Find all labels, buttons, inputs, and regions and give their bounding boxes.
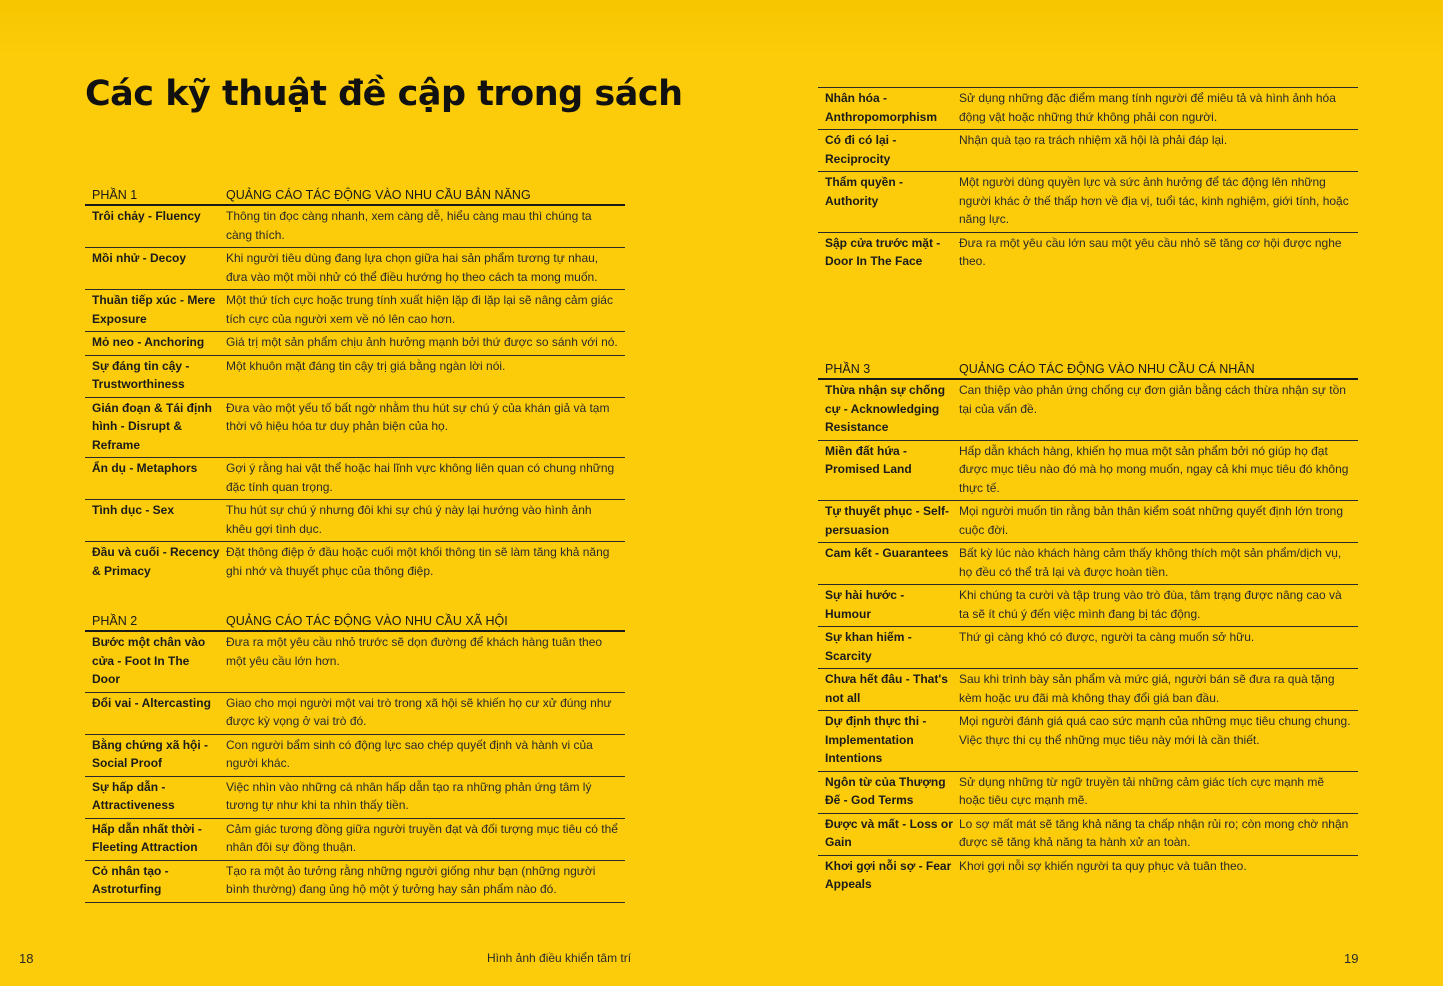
technique-term: Ngôn từ của Thượng Đế - God Terms	[825, 774, 946, 807]
technique-term: Được và mất - Loss or Gain	[825, 816, 953, 849]
left-page-number: 18	[19, 951, 34, 966]
technique-term: Sự hấp dẫn - Attractiveness	[92, 779, 175, 812]
part2-label: PHẦN 2	[92, 614, 138, 628]
technique-term: Sập cửa trước mặt - Door In The Face	[825, 235, 941, 268]
table-row	[818, 814, 1358, 856]
part3-heading: QUẢNG CÁO TÁC ĐỘNG VÀO NHU CẦU CÁ NHÂN	[959, 362, 1255, 376]
technique-description: Hấp dẫn khách hàng, khiến họ mua một sản phẩm bởi nó giúp họ đạt được mục tiêu nào đó mà họ mong muốn, ngay cả khi mục tiêu đó không thực tế.	[959, 443, 1349, 495]
technique-description: Con người bẩm sinh có động lực sao chép quyết định và hành vi của người khác.	[226, 737, 593, 770]
technique-description: Cảm giác tương đồng giữa người truyền đạt và đối tượng mục tiêu có thể nhân đôi sự đồng thuận.	[226, 821, 618, 854]
table-row	[85, 777, 625, 819]
table-row	[85, 632, 625, 693]
technique-description: Thu hút sự chú ý nhưng đôi khi sự chú ý này lại hướng vào hình ảnh khêu gợi tình dục.	[226, 503, 592, 536]
technique-description: Mọi người đánh giá quá cao sức mạnh của những mục tiêu chung chung. Việc thực thi cụ thể những mục tiêu này mới là cần thiết.	[959, 714, 1351, 747]
technique-term: Đổi vai - Altercasting	[92, 695, 211, 710]
technique-term: Sự khan hiếm - Scarcity	[825, 630, 912, 663]
technique-term: Thừa nhận sự chống cự - Acknowledging Resistance	[825, 383, 946, 434]
part2-header	[85, 610, 625, 632]
part3-header	[818, 358, 1358, 380]
part1-label: PHẦN 1	[92, 188, 138, 202]
technique-description: Đưa vào một yếu tố bất ngờ nhằm thu hút sự chú ý của khán giả và tạm thời vô hiệu hóa tư duy phản biện của họ.	[226, 400, 610, 433]
table-row	[818, 772, 1358, 814]
technique-description: Tạo ra một ảo tưởng rằng những người giống như bạn (những người bình thường) đang ủng hộ một ý tưởng hay sản phẩm nào đó.	[226, 863, 596, 896]
part2-rows	[85, 632, 625, 903]
technique-description: Nhận quà tạo ra trách nhiệm xã hội là phải đáp lại.	[959, 133, 1228, 147]
page-title: Các kỹ thuật đề cập trong sách	[85, 74, 683, 114]
part1-table	[85, 184, 625, 583]
technique-term: Miền đất hứa - Promised Land	[825, 443, 912, 476]
technique-description: Một người dùng quyền lực và sức ảnh hưởng để tác động lên những người khác ở thế thấp hơn về địa vị, tuổi tác, kinh nghiệm, giới tính, hoặc năng lực.	[959, 175, 1349, 226]
technique-term: Trôi chảy - Fluency	[92, 209, 201, 223]
table-row	[85, 248, 625, 290]
technique-term: Gián đoạn & Tái định hình - Disrupt & Reframe	[92, 400, 212, 452]
table-row	[85, 332, 625, 356]
part1-rows	[85, 206, 625, 583]
technique-description: Thứ gì càng khó có được, người ta càng muốn sở hữu.	[959, 630, 1255, 644]
table-row	[818, 543, 1358, 585]
table-row	[85, 735, 625, 777]
technique-term: Tự thuyết phục - Self-persuasion	[825, 504, 950, 537]
technique-term: Sự đáng tin cậy - Trustworthiness	[92, 358, 190, 391]
technique-description: Khi người tiêu dùng đang lựa chọn giữa hai sản phẩm tương tự nhau, đưa vào một mồi nhử có thể điều hướng họ theo cách ta mong muốn.	[226, 251, 599, 284]
technique-term: Nhân hóa - Anthropomorphism	[825, 91, 937, 124]
table-row	[818, 233, 1358, 274]
table-row	[85, 356, 625, 398]
right-page-number: 19	[1344, 951, 1359, 966]
technique-description: Sử dụng những đặc điểm mang tính người để miêu tả và hình ảnh hóa động vật hoặc những thứ không phải con người.	[959, 91, 1336, 124]
table-row	[85, 458, 625, 500]
technique-description: Sau khi trình bày sản phẩm và mức giá, người bán sẽ đưa ra quà tặng kèm hoặc ưu đãi mà không thay đổi giá ban đầu.	[959, 672, 1335, 705]
technique-term: Cỏ nhân tạo - Astroturfing	[92, 863, 169, 896]
technique-description: Khi chúng ta cười và tập trung vào trò đùa, tâm trạng được nâng cao và ta sẽ ít chú ý đến việc mình đang bị tác động.	[959, 588, 1342, 621]
part1-header	[85, 184, 625, 206]
table-row	[818, 669, 1358, 711]
table-row	[818, 380, 1358, 441]
technique-description: Đặt thông điệp ở đầu hoặc cuối một khối thông tin sẽ làm tăng khả năng ghi nhớ và thuyết phục của thông điệp.	[226, 545, 610, 578]
technique-description: Giao cho mọi người một vai trò trong xã hội sẽ khiến họ cư xử đúng như được kỳ vọng ở vai trò đó.	[226, 695, 612, 728]
technique-term: Cam kết - Guarantees	[825, 546, 949, 560]
part2-continued-table	[818, 87, 1358, 274]
technique-term: Dự định thực thi - Implementation Intentions	[825, 714, 927, 765]
technique-term: Sự hài hước - Humour	[825, 588, 905, 621]
technique-term: Thuần tiếp xúc - Mere Exposure	[92, 293, 216, 326]
technique-term: Khơi gợi nỗi sợ - Fear Appeals	[825, 858, 952, 891]
technique-term: Bằng chứng xã hội - Social Proof	[92, 737, 209, 770]
table-row	[85, 542, 625, 583]
table-row	[85, 861, 625, 902]
table-row	[818, 130, 1358, 172]
table-row	[818, 856, 1358, 897]
technique-description: Đưa ra một yêu cầu nhỏ trước sẽ dọn đường để khách hàng tuân theo một yêu cầu lớn hơn.	[226, 635, 603, 668]
table-row	[818, 627, 1358, 669]
table-row	[85, 290, 625, 332]
part2-continued-rows	[818, 88, 1358, 274]
table-row	[85, 398, 625, 459]
technique-term: Mỏ neo - Anchoring	[92, 335, 205, 349]
technique-term: Hấp dẫn nhất thời - Fleeting Attraction	[92, 821, 202, 854]
technique-description: Thông tin đọc càng nhanh, xem càng dễ, hiểu càng mau thì chúng ta càng thích.	[226, 209, 592, 242]
technique-description: Gợi ý rằng hai vật thể hoặc hai lĩnh vực không liên quan có chung những đặc tính quan trọng.	[226, 461, 615, 494]
technique-term: Chưa hết đâu - That's not all	[825, 672, 948, 705]
technique-description: Đưa ra một yêu cầu lớn sau một yêu cầu nhỏ sẽ tăng cơ hội được nghe theo.	[959, 235, 1342, 268]
book-title: Hình ảnh điều khiển tâm trí	[487, 951, 632, 965]
technique-term: Đầu và cuối - Recency & Primacy	[92, 545, 220, 578]
table-row	[818, 711, 1358, 772]
technique-term: Có đi có lại - Reciprocity	[825, 133, 897, 166]
table-row	[85, 500, 625, 542]
technique-description: Mọi người muốn tin rằng bản thân kiểm soát những quyết định lớn trong cuộc đời.	[959, 504, 1344, 537]
part1-heading: QUẢNG CÁO TÁC ĐỘNG VÀO NHU CẦU BẢN NĂNG	[226, 188, 531, 202]
technique-description: Một thứ tích cực hoặc trung tính xuất hiện lặp đi lặp lại sẽ nâng cảm giác tích cực của người xem về nó lên cao hơn.	[226, 293, 613, 326]
technique-term: Tình dục - Sex	[92, 503, 175, 517]
technique-description: Giá trị một sản phẩm chịu ảnh hưởng mạnh bởi thứ được so sánh với nó.	[226, 335, 618, 349]
technique-description: Khơi gợi nỗi sợ khiến người ta quy phục và tuân theo.	[959, 858, 1247, 873]
technique-description: Sử dụng những từ ngữ truyền tải những cảm giác tích cực mạnh mẽ hoặc tiêu cực mạnh mẽ.	[959, 774, 1325, 807]
technique-description: Một khuôn mặt đáng tin cậy trị giá bằng ngàn lời nói.	[226, 358, 506, 373]
part3-label: PHẦN 3	[825, 362, 871, 376]
table-row	[818, 501, 1358, 543]
part2-heading: QUẢNG CÁO TÁC ĐỘNG VÀO NHU CẦU XÃ HỘI	[226, 614, 508, 628]
technique-term: Ẩn dụ - Metaphors	[92, 461, 198, 475]
table-row	[818, 172, 1358, 233]
part3-table	[818, 358, 1358, 897]
part3-rows	[818, 380, 1358, 897]
technique-description: Lo sợ mất mát sẽ tăng khả năng ta chấp nhận rủi ro; còn mong chờ nhận được sẽ tăng khả năng ta hành xử an toàn.	[959, 816, 1349, 849]
technique-term: Bước một chân vào cửa - Foot In The Door	[92, 635, 206, 686]
table-row	[818, 585, 1358, 627]
table-row	[85, 693, 625, 735]
technique-description: Bất kỳ lúc nào khách hàng cảm thấy không thích một sản phẩm/dịch vụ, họ đều có thể trả lại và được hoàn tiền.	[959, 546, 1342, 579]
part2-table	[85, 610, 625, 903]
technique-description: Can thiệp vào phản ứng chống cự đơn giản bằng cách thừa nhận sự tồn tại của vấn đề.	[959, 383, 1346, 416]
technique-description: Việc nhìn vào những cá nhân hấp dẫn tạo ra những phản ứng tâm lý tương tự như khi ta nhìn thấy tiền.	[226, 779, 592, 812]
table-row	[818, 441, 1358, 502]
table-row	[85, 206, 625, 248]
table-row	[818, 88, 1358, 130]
technique-term: Mồi nhử - Decoy	[92, 251, 187, 265]
technique-term: Thẩm quyền - Authority	[825, 175, 904, 208]
table-row	[85, 819, 625, 861]
